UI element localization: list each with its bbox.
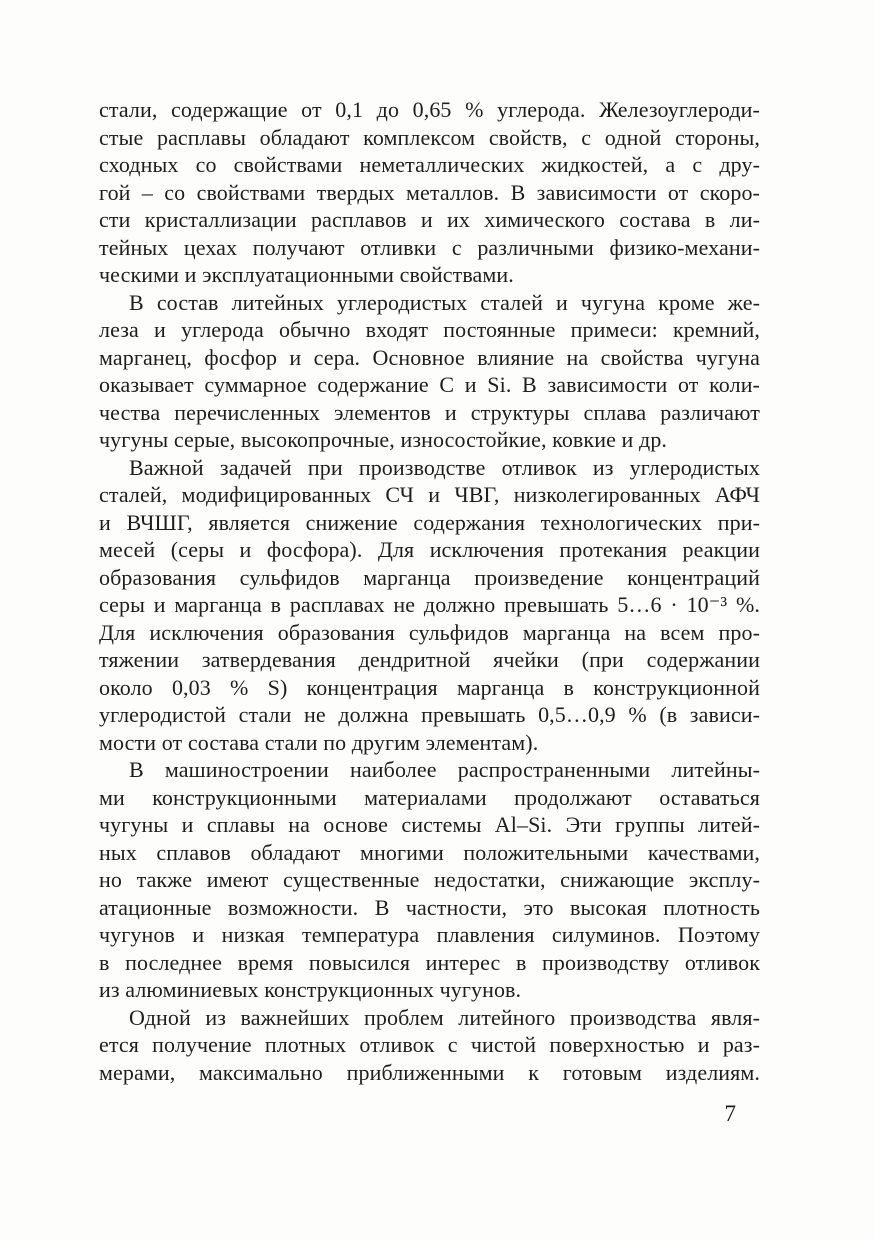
text-line: сходных со свойствами неметаллических жидкостей, а с дру- — [99, 152, 760, 177]
text-line: ется получение плотных отливок с чистой поверхностью и раз- — [99, 1032, 760, 1057]
text-line: гой – со свойствами твердых металлов. В зависимости от скоро- — [99, 179, 760, 205]
text-line: из алюминиевых конструкционных чугунов. — [99, 977, 522, 1002]
text-line: месей (серы и фосфора). Для исключения протекания реакции — [99, 537, 760, 562]
text-line: ных сплавов обладают многими положительными качествами, — [99, 839, 760, 865]
page-number: 7 — [724, 1101, 736, 1126]
text-line: Важной задачей при производстве отливок из углеродистых — [129, 454, 760, 480]
text-line: но также имеют существенные недостатки, снижающие эксплу- — [99, 867, 760, 892]
text-line: серы и марганца в расплавах не должно превышать 5…6 · 10⁻³ %. — [99, 592, 760, 617]
text-line: стали, содержащие от 0,1 до 0,65 % углерода. Железоуглероди- — [99, 97, 760, 122]
text-line: Для исключения образования сульфидов марганца на всем про- — [99, 619, 760, 645]
text-line: тяжении затвердевания дендритной ячейки (при содержании — [99, 647, 760, 672]
text-line: и ВЧШГ, является снижение содержания технологических при- — [99, 509, 760, 535]
text-line: около 0,03 % S) концентрация марганца в конструкционной — [99, 674, 760, 700]
paragraph — [99, 1004, 760, 1087]
text-line: В машиностроении наиболее распространенными литейны- — [129, 757, 760, 782]
text-line: в последнее время повысился интерес в производству отливок — [99, 949, 760, 975]
text-line: тейных цехах получают отливки с различными физико-механи- — [99, 234, 760, 260]
text-line: мости от состава стали по другим элементам). — [99, 729, 539, 755]
paragraph — [99, 454, 760, 757]
paragraph — [99, 289, 760, 454]
text-line: ческими и эксплуатационными свойствами. — [99, 262, 514, 287]
text-line: мерами, максимально приближенными к готовым изделиям. — [99, 1059, 760, 1085]
text-line: образования сульфидов марганца произведение концентраций — [99, 564, 760, 590]
text-line: леза и углерода обычно входят постоянные примеси: кремний, — [99, 317, 760, 342]
text-line: чугуны серые, высокопрочные, износостойкие, ковкие и др. — [99, 427, 668, 452]
text-line: сталей, модифицированных СЧ и ЧВГ, низколегированных АФЧ — [99, 482, 760, 507]
paragraph — [99, 756, 760, 1004]
text-line: сти кристаллизации расплавов и их химического состава в ли- — [99, 207, 760, 232]
text-line: марганец, фосфор и сера. Основное влияние на свойства чугуна — [99, 344, 760, 370]
text-line: стые расплавы обладают комплексом свойств, с одной стороны, — [99, 124, 760, 150]
text-line: В состав литейных углеродистых сталей и чугуна кроме же- — [129, 289, 760, 315]
text-line: чугунов и низкая температура плавления силуминов. Поэтому — [99, 922, 760, 947]
text-line: оказывает суммарное содержание C и Si. В зависимости от коли- — [99, 372, 760, 397]
text-line: чества перечисленных элементов и структуры сплава различают — [99, 399, 760, 425]
paragraph — [99, 96, 760, 289]
text-line: ми конструкционными материалами продолжают оставаться — [99, 784, 760, 810]
text-line: чугуны и сплавы на основе системы Al–Si. Эти группы литей- — [99, 812, 760, 837]
text-line: атационные возможности. В частности, это высокая плотность — [99, 894, 760, 920]
text-line: углеродистой стали не должна превышать 0,5…0,9 % (в зависи- — [99, 702, 760, 727]
text-block — [99, 96, 760, 1086]
text-line: Одной из важнейших проблем литейного производства явля- — [129, 1004, 760, 1030]
